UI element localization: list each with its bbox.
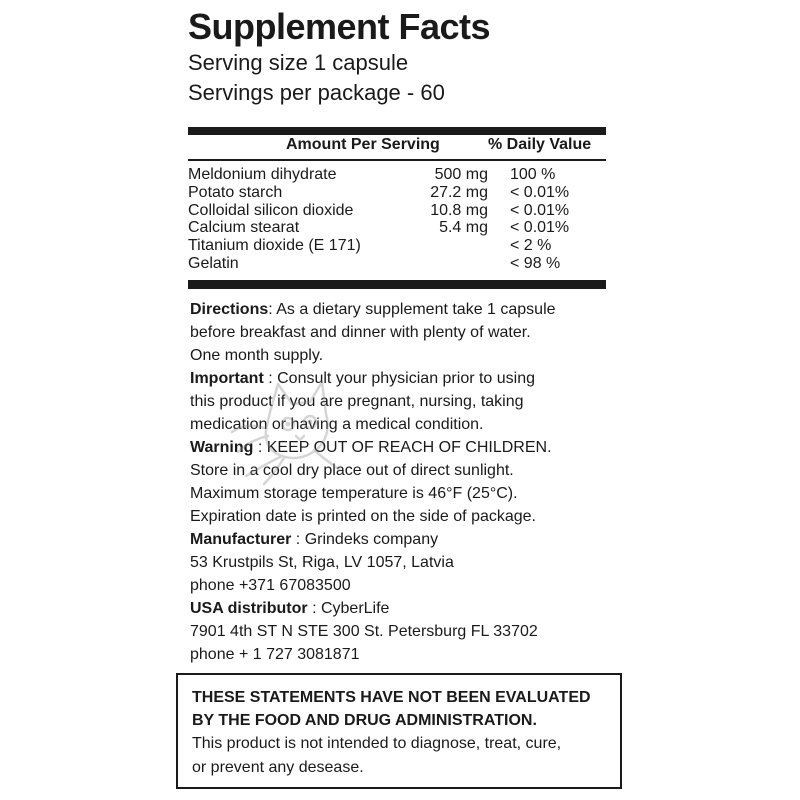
important-line: [190, 367, 610, 390]
ingredient-amount: 500 mg: [434, 166, 488, 183]
serving-size: Serving size 1 capsule: [188, 50, 409, 75]
directions-line: [190, 298, 610, 321]
ingredient-name: Colloidal silicon dioxide: [188, 202, 354, 219]
directions-text: before breakfast and dinner with plenty of water.: [190, 324, 531, 341]
ingredient-daily-value: < 2 %: [510, 237, 552, 254]
manufacturer-line: [190, 528, 610, 551]
ingredient-daily-value: < 0.01%: [510, 219, 570, 236]
distributor-address: 7901 4th ST N STE 300 St. Petersburg FL 33702: [190, 623, 538, 640]
amount-per-serving-header: Amount Per Serving: [286, 136, 440, 153]
ingredient-daily-value: < 0.01%: [510, 184, 570, 201]
page-title: Supplement Facts: [188, 6, 491, 47]
fda-statement-line: BY THE FOOD AND DRUG ADMINISTRATION.: [192, 712, 537, 729]
directions-label: Directions: [190, 301, 269, 318]
table-row: [188, 255, 606, 273]
ingredient-name: Titanium dioxide (E 171): [188, 237, 361, 254]
table-row: [188, 219, 606, 237]
important-text: this product if you are pregnant, nursing, taking: [190, 393, 524, 410]
ingredient-name: Calcium stearat: [188, 219, 300, 236]
ingredient-name: Potato starch: [188, 184, 283, 201]
table-row: [188, 237, 606, 255]
warning-label: Warning: [190, 439, 254, 456]
daily-value-header: % Daily Value: [488, 136, 592, 153]
table-row: [188, 166, 606, 184]
manufacturer-text: : Grindeks company: [291, 531, 439, 548]
distributor-text: : CyberLife: [307, 600, 390, 617]
distributor-phone: phone + 1 727 3081871: [190, 646, 360, 663]
warning-text: Expiration date is printed on the side of package.: [190, 508, 536, 525]
disclaimer-text: This product is not intended to diagnose, treat, cure,: [192, 735, 562, 752]
fda-statement-line: THESE STATEMENTS HAVE NOT BEEN EVALUATED: [192, 689, 591, 706]
table-row: [188, 184, 606, 202]
ingredient-amount: 27.2 mg: [430, 184, 488, 201]
warning-line: [190, 436, 610, 459]
disclaimer-text: or prevent any desease.: [192, 759, 364, 776]
label-body: [190, 298, 610, 666]
top-divider: [188, 127, 606, 135]
fda-disclaimer-box: [176, 673, 622, 789]
ingredient-name: Gelatin: [188, 255, 239, 272]
warning-text: Maximum storage temperature is 46°F (25°C).: [190, 485, 518, 502]
servings-per-package: Servings per package - 60: [188, 80, 445, 105]
ingredient-daily-value: < 98 %: [510, 255, 561, 272]
ingredient-daily-value: 100 %: [510, 166, 556, 183]
ingredient-name: Meldonium dihydrate: [188, 166, 337, 183]
header-divider: [188, 159, 606, 161]
manufacturer-phone: phone +371 67083500: [190, 577, 351, 594]
important-text: medication or having a medical condition.: [190, 416, 484, 433]
ingredient-amount: 10.8 mg: [430, 202, 488, 219]
distributor-line: [190, 597, 610, 620]
important-label: Important: [190, 370, 264, 387]
ingredient-amount: 5.4 mg: [439, 219, 488, 236]
table-row: [188, 202, 606, 220]
directions-text: One month supply.: [190, 347, 324, 364]
warning-text: : KEEP OUT OF REACH OF CHILDREN.: [253, 439, 552, 456]
manufacturer-label: Manufacturer: [190, 531, 292, 548]
directions-text: : As a dietary supplement take 1 capsule: [268, 301, 556, 318]
warning-text: Store in a cool dry place out of direct sunlight.: [190, 462, 514, 479]
manufacturer-address: 53 Krustpils St, Riga, LV 1057, Latvia: [190, 554, 454, 571]
bottom-divider: [188, 280, 606, 289]
distributor-label: USA distributor: [190, 600, 308, 617]
ingredient-daily-value: < 0.01%: [510, 202, 570, 219]
important-text: : Consult your physician prior to using: [263, 370, 536, 387]
